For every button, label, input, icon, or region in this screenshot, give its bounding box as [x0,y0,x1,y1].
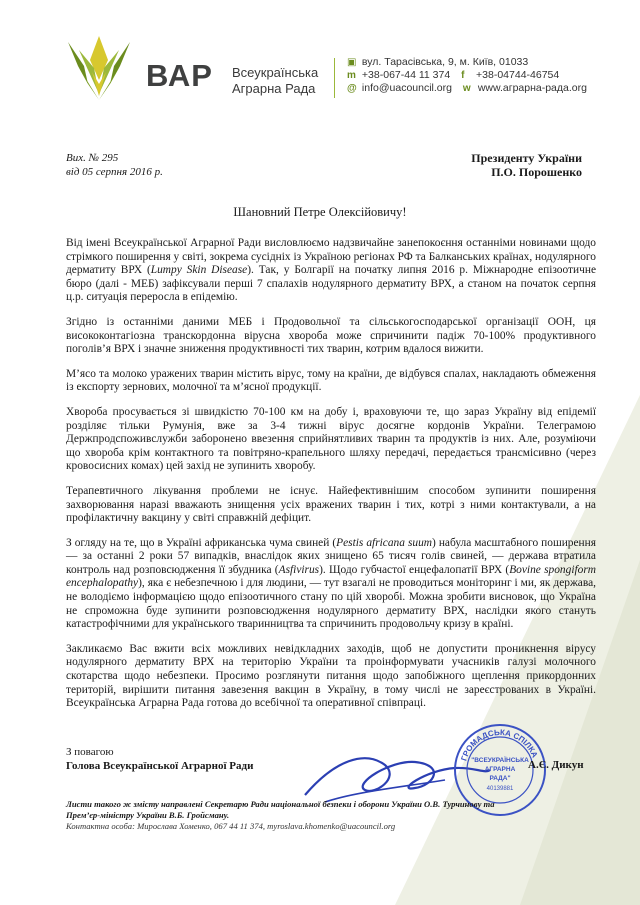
location-icon: ▣ [347,57,357,68]
phone-text: +38-067-44 11 374 [361,69,451,81]
closing-regards: З повагою [66,746,114,758]
fax-text: +38-04744-46754 [476,69,560,81]
paragraph-2: Згідно із останніми даними МЕБ і Продовольчої та сільськогосподарської організації ООН, ця висококонтагіозна транскордонна вірусна хвороба може спричинити падіж 70-100% продуктивного поголів’я ВРХ і значне зниження продуктивності тих тварин, котрим вдалося вижити. [66,315,596,356]
closing-position: Голова Всеукраїнської Аграрної Ради [66,760,254,772]
paragraph-1-text-2: ). Так, у Болгарії на початку липня 2016 р. Міжнародне епізоотичне бюро (далі - МЕБ) зафіксували перші 7 спалахів нодулярного дерматиту ВРХ, а станом на початок серпня ц.р. ситуація переросла в епідемію. [66,264,596,304]
brand-name: ВАР [146,58,213,93]
stamp-center-line-3: РАДА" [489,775,511,782]
paragraph-6-text-1: З огляду на те, що в Україні африканська чума свиней ( [66,536,337,549]
paragraph-1-text-1: Від імені Всеукраїнської Аграрної Ради висловлюємо надзвичайне занепокоєння останніми новинами щодо стрімкого поширення у світі, зокрема сусідніх із Україною регіонах РФ та Балканських країнах, нодулярного дерматиту ВРХ ( [66,237,596,277]
outgoing-date: від 05 серпня 2016 р. [66,166,163,178]
paragraph-3: М’ясо та молоко уражених тварин містить вірус, тому на країни, де відбувся спалах, накладають обмеження із експорту зернових, молочної та м’ясної продукції. [66,367,596,394]
stamp-outer-text: ГРОМАДСЬКА СПІЛКА [459,727,540,762]
footer-notes [66,799,596,832]
stamp-center-line-2: АГРАРНА [484,766,516,773]
email-row [347,82,587,95]
paragraph-4: Хвороба просувається зі швидкістю 70-100 км на добу і, враховуючи те, що зараз Україну від епідемії розділяє тільки Румунія, вже за 3-4 тижні вірус досягне кордонів України. Телеграмою Держпродспоживслужби заборонено ввезення сприйнятливих тварин та продуктів із них. Але, розуміючи що хвороба крім контактного та повітряно-крапельного шляху передачі, передається трансмісивно (через кровосисних комах) цей захід не зупинить хворобу. [66,405,596,473]
paragraph-6-text-2: ) набула масштабного поширення — за останні 2 роки 57 випадків, внаслідок яких знищено 65 тисяч голів свиней, — держава втратила контроль над розповсюдження її збудника ( [66,536,596,576]
logo-crown-icon [66,36,132,100]
addressee-title: Президенту України [471,151,582,165]
paragraph-6-text-4: ), яка є небезпечною і для людини, — тут взагалі не проводиться моніторинг і ми, як держава, не володіємо інформацією щодо епізоотичного стану по цій хворобі. Можна зробити висновок, що Україна не спроможна буде зупинити розповсюдження нодулярного дерматиту ВРХ, наслідки якого стануть катастрофічними для українського тваринництва та спричинить продовольчу кризу в країні. [66,577,596,631]
latin-term-asfivirus: Asfivirus [278,563,320,576]
outgoing-number: Вих. № 295 [66,152,119,164]
phone-row [347,69,587,82]
stamp-center-line-1: "ВСЕУКРАЇНСЬКА [471,757,529,764]
brand-subtitle [232,65,318,97]
stamp-code: 40139881 [486,786,514,792]
latin-term-bse: Bovine spongiform encephalopathy [66,563,597,590]
contact-block [347,56,587,95]
addressee-block [471,151,582,179]
paragraph-5: Терапевтичного лікування проблеми не існує. Найефективнішим способом зупинити поширення захворювання наразі вважають знищення усіх вражених тварин і тих, котрі з ними контактували, а на профілактичну вакцину у світі справжній дефіцит. [66,484,596,525]
brand-subtitle-line-2: Аграрна Рада [232,81,316,96]
address-row [347,56,587,69]
signer-name: А.Є. Дикун [528,759,584,771]
brand-subtitle-line-1: Всеукраїнська [232,65,319,80]
notes-line-2: Прем’єр-міністру України В.Б. Гройсману. [66,810,230,820]
salutation: Шановний Петре Олексійовичу! [233,205,407,219]
website-link[interactable]: www.аграрна-рада.org [477,82,587,94]
outgoing-number-block [66,151,163,179]
latin-term-pestis: Pestis africana suum [336,536,433,549]
fax-icon: f [461,70,465,81]
header-divider [334,58,335,98]
email-icon: @ [347,83,357,94]
paragraph-7: Закликаємо Вас вжити всіх можливих невідкладних заходів, щоб не допустити проникнення вірусу нодулярного дерматиту ВРХ на територію України та проінформувати учасників галузі молочного скотарства щодо небезпеки. Просимо розглянути питання щодо запобіжного щеплення прикордонних територій, вирішити питання завезення вакцин в Україну, в тому числі не зареєстрованих в Україні. Всеукраїнська Аграрна Рада готова до всебічної та оперативної співпраці. [66,642,596,710]
web-icon: w [462,83,471,94]
closing-block [66,745,253,773]
latin-term-lumpy-skin: Lumpy Skin Disease [150,264,248,277]
phone-icon: m [347,70,356,81]
address-text: вул. Тарасівська, 9, м. Київ, 01033 [361,56,529,68]
notes-line-1: Листи такого ж змісту направлені Секретарю Ради національної безпеки і оборони України О.В. Турчинову та [66,799,495,809]
letter-body [66,237,596,722]
contact-person: Контактна особа: Мирослава Хоменко, 067 44 11 374, myroslava.khomenko@uacouncil.org [66,821,396,831]
paragraph-6-text-3: ). Щодо губчастої енцефалопатії ВРХ ( [319,563,510,576]
email-link[interactable]: info@uacouncil.org [361,82,452,94]
paragraph-6 [66,537,596,632]
addressee-name: П.О. Порошенко [491,165,582,179]
paragraph-1 [66,237,596,305]
